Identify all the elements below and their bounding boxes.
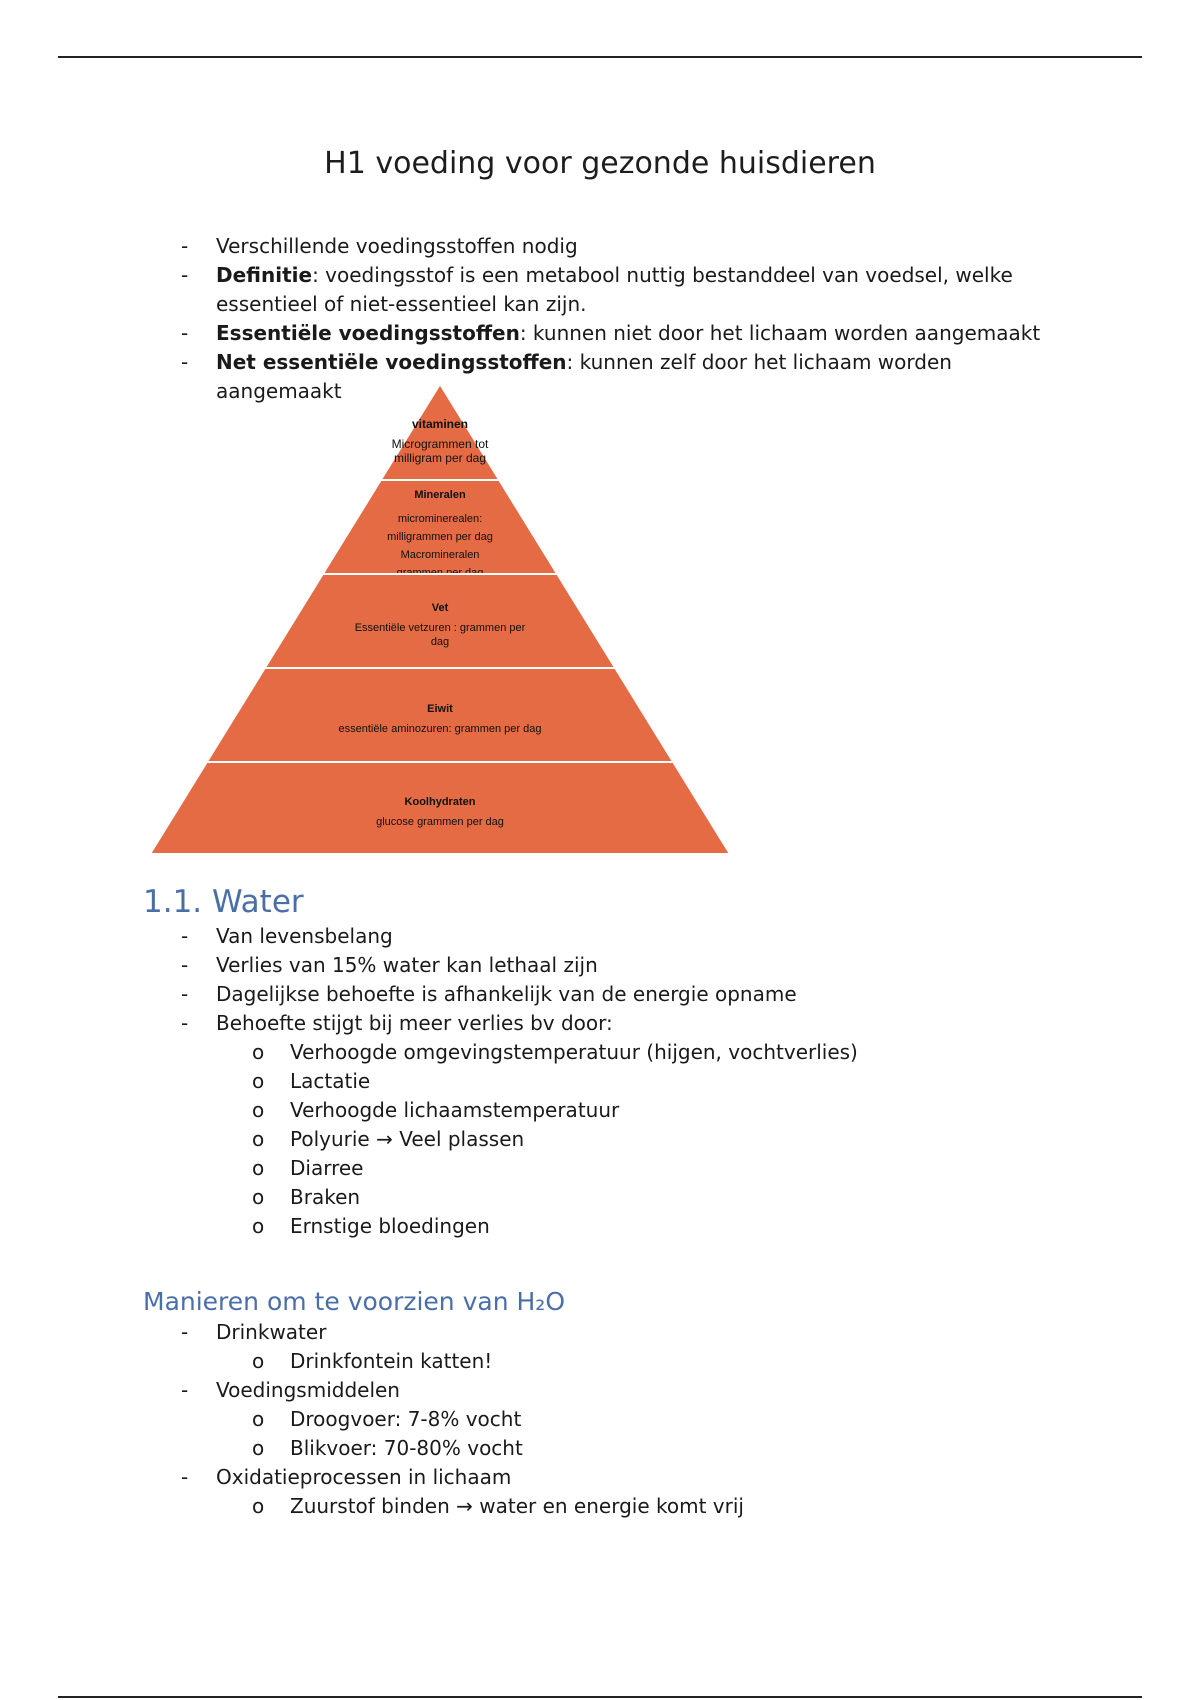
o-marker: o (252, 1494, 265, 1518)
o-marker: o (252, 1098, 265, 1122)
list-item (175, 951, 1075, 980)
pyramid-level-title: Vet (431, 602, 449, 614)
item-text: : kunnen niet door het lichaam worden aangemaakt (519, 321, 1041, 345)
list-item (175, 1463, 1075, 1521)
dash-marker: - (181, 1378, 189, 1402)
pyramid-level-text: Microgrammen tot (391, 437, 489, 451)
o-marker: o (252, 1407, 265, 1431)
sub-list-item (252, 1492, 1075, 1521)
sub-list (216, 1038, 1075, 1241)
pyramid-level-title: Eiwit (427, 703, 453, 715)
sub-list-item (252, 1212, 1075, 1241)
pyramid-level-text: Essentiële vetzuren : grammen per (354, 622, 526, 634)
sub-list-item (252, 1096, 1075, 1125)
page-title: H1 voeding voor gezonde huisdieren (324, 146, 876, 181)
sub-item-text: Diarree (290, 1156, 364, 1180)
sub-item-text: Blikvoer: 70-80% vocht (290, 1436, 523, 1460)
item-text: Voedingsmiddelen (216, 1378, 400, 1402)
pyramid-level-text: glucose grammen per dag (376, 816, 504, 828)
sub-list (216, 1492, 1075, 1521)
pyramid-level-text: Macromineralen (400, 549, 480, 561)
sub-item-text: Droogvoer: 7-8% vocht (290, 1407, 522, 1431)
item-bold-term: Essentiële voedingsstoffen (216, 321, 520, 345)
sub-list-item (252, 1067, 1075, 1096)
sub-item-text: Drinkfontein katten! (290, 1349, 493, 1373)
sub-item-text: Verhoogde omgevingstemperatuur (hijgen, vochtverlies) (290, 1040, 858, 1064)
list-item (175, 1318, 1075, 1376)
dash-marker: - (181, 982, 189, 1006)
dash-marker: - (181, 1465, 189, 1489)
list-item (175, 319, 1075, 348)
o-marker: o (252, 1185, 265, 1209)
sub-item-text: Verhoogde lichaamstemperatuur (290, 1098, 620, 1122)
section-heading-water: 1.1. Water (143, 884, 304, 920)
dash-marker: - (181, 924, 189, 948)
list-item (175, 261, 1075, 319)
item-text: Oxidatieprocessen in lichaam (216, 1465, 512, 1489)
list-item (175, 980, 1075, 1009)
sub-item-text: Zuurstof binden → water en energie komt vrij (290, 1494, 744, 1518)
pyramid-level-title: vitaminen (411, 417, 469, 431)
dash-marker: - (181, 263, 189, 287)
item-text: Drinkwater (216, 1320, 327, 1344)
pyramid-band-eiwit (207, 668, 673, 762)
list-item (175, 232, 1075, 261)
sub-list-item (252, 1183, 1075, 1212)
item-text: : voedingsstof is een metabool nuttig bestanddeel van voedsel, welke essentieel of niet-essentieel kan zijn. (216, 263, 1013, 316)
o-marker: o (252, 1127, 265, 1151)
sub-item-text: Braken (290, 1185, 361, 1209)
pyramid-level-text: milligrammen per dag (387, 531, 493, 543)
dash-marker: - (181, 321, 189, 345)
item-text: Behoefte stijgt bij meer verlies bv door: (216, 1011, 613, 1035)
pyramid-level-title: Mineralen (414, 489, 466, 501)
item-bold-term: Definitie (216, 263, 313, 287)
sub-list-item (252, 1125, 1075, 1154)
sub-list-item (252, 1154, 1075, 1183)
sub-list-item (252, 1038, 1075, 1067)
item-text: Verschillende voedingsstoffen nodig (216, 234, 578, 258)
dash-marker: - (181, 350, 189, 374)
o-marker: o (252, 1214, 265, 1238)
sub-list-item (252, 1405, 1075, 1434)
o-marker: o (252, 1040, 265, 1064)
sub-item-text: Ernstige bloedingen (290, 1214, 490, 1238)
list-item (175, 1009, 1075, 1241)
nutrient-pyramid (150, 384, 740, 856)
intro-list (175, 232, 1075, 406)
list-item (175, 1376, 1075, 1463)
dash-marker: - (181, 234, 189, 258)
pyramid-level-title: Koolhydraten (404, 796, 476, 808)
footer-rule (58, 1696, 1142, 1698)
pyramid-band-vet (265, 574, 615, 668)
pyramid-level-text: essentiële aminozuren: grammen per dag (338, 723, 542, 735)
manieren-list (175, 1318, 1075, 1521)
pyramid-level-text: milligram per dag (393, 451, 487, 465)
pyramid-band-koolhydraten (150, 762, 730, 854)
pyramid-level-text: dag (430, 636, 450, 648)
dash-marker: - (181, 1011, 189, 1035)
dash-marker: - (181, 953, 189, 977)
o-marker: o (252, 1436, 265, 1460)
item-text: Van levensbelang (216, 924, 393, 948)
sub-list-item (252, 1347, 1075, 1376)
pyramid-level-text: microminerealen: (397, 513, 483, 525)
item-bold-term: Net essentiële voedingsstoffen (216, 350, 567, 374)
dash-marker: - (181, 1320, 189, 1344)
sub-list (216, 1405, 1075, 1463)
header-rule (58, 56, 1142, 58)
item-text: Dagelijkse behoefte is afhankelijk van de energie opname (216, 982, 797, 1006)
section-heading-manieren: Manieren om te voorzien van H₂O (143, 1287, 565, 1316)
sub-list-item (252, 1434, 1075, 1463)
o-marker: o (252, 1349, 265, 1373)
sub-item-text: Lactatie (290, 1069, 371, 1093)
sub-list (216, 1347, 1075, 1376)
item-text: Verlies van 15% water kan lethaal zijn (216, 953, 598, 977)
item-text: : kunnen zelf door het lichaam worden aangemaakt (216, 350, 952, 403)
pyramid-band-vitaminen (381, 384, 499, 480)
sub-item-text: Polyurie → Veel plassen (290, 1127, 525, 1151)
water-list (175, 922, 1075, 1241)
o-marker: o (252, 1069, 265, 1093)
o-marker: o (252, 1156, 265, 1180)
list-item (175, 922, 1075, 951)
